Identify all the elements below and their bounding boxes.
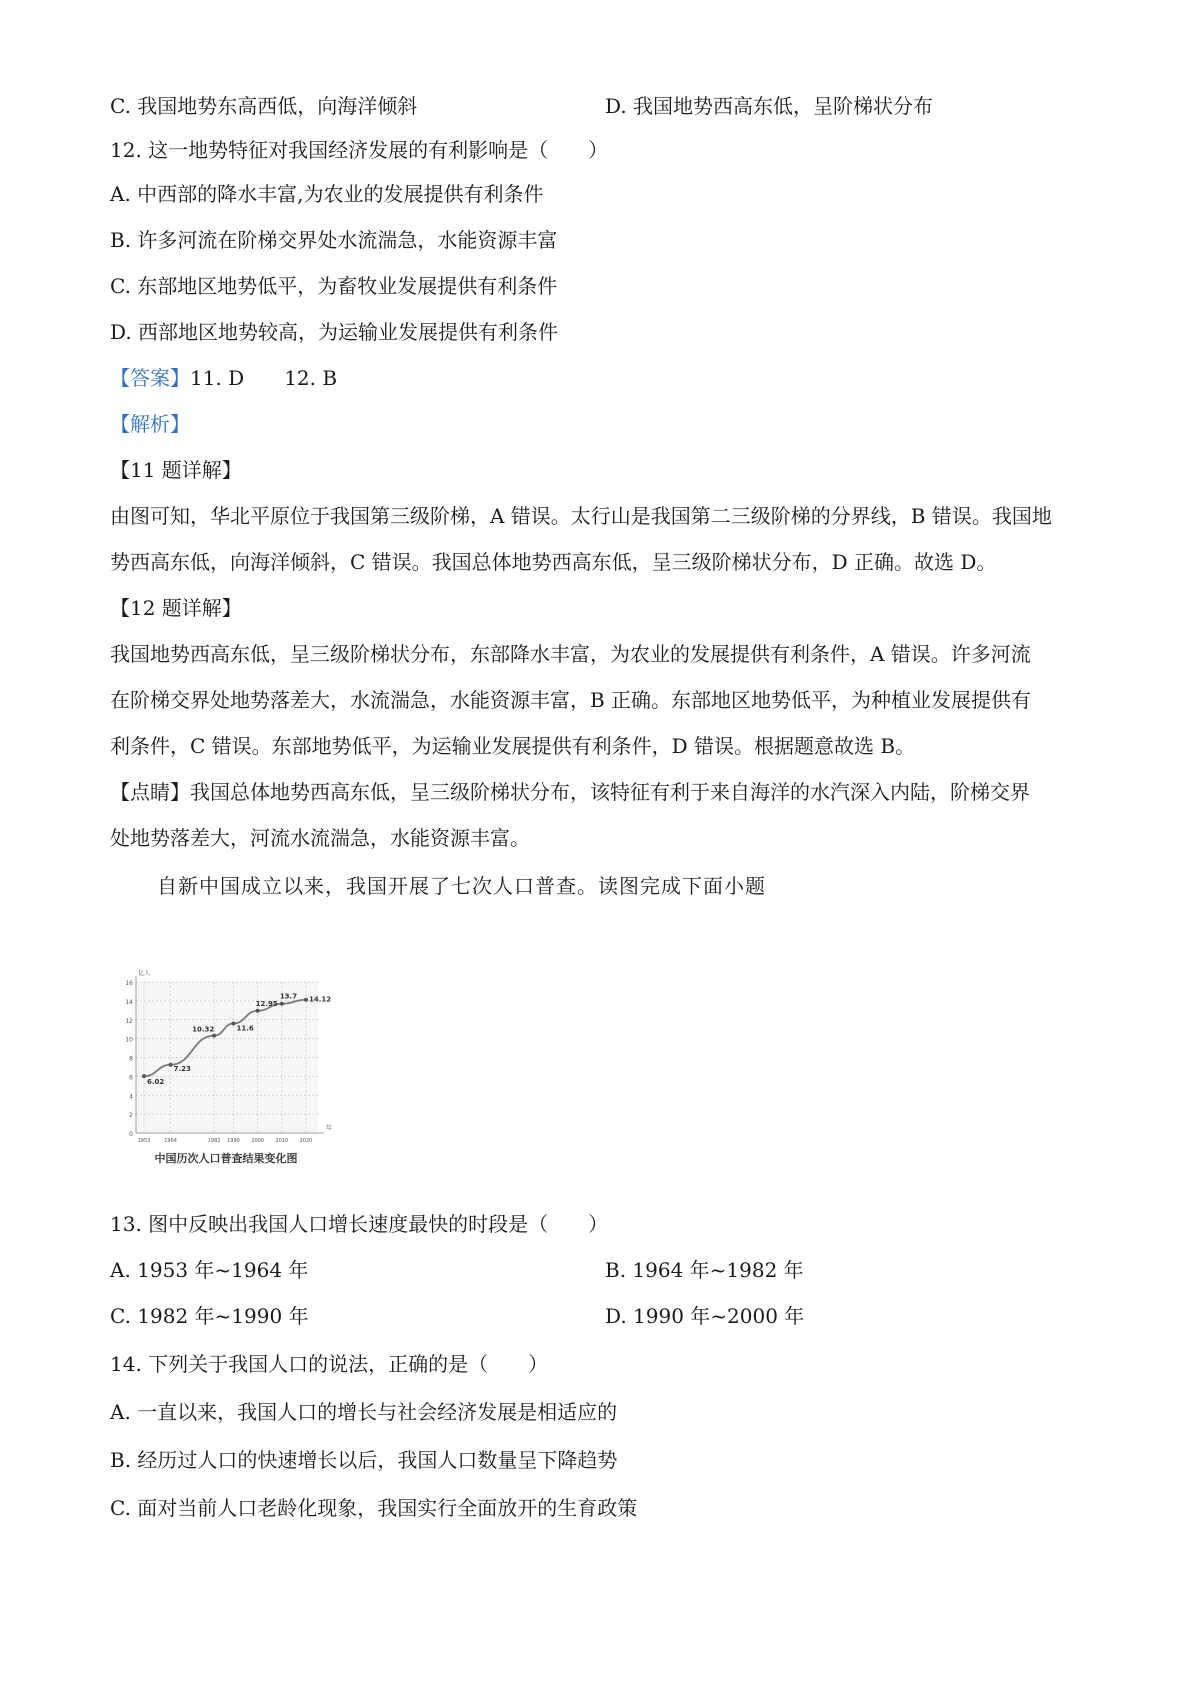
q14-stem: 14. 下列关于我国人口的说法，正确的是（ ） (110, 1352, 549, 1376)
tip-label: 【点睛】 (110, 780, 190, 804)
data-label: 13.7 (279, 992, 298, 1001)
q12-detail-line-3: 利条件，C 错误。东部地势低平，为运输业发展提供有利条件，D 错误。根据题意故选 B。 (110, 734, 916, 758)
chart-title: 中国历次人口普查结果变化图 (154, 1152, 298, 1165)
answer-text: 11. D 12. B (190, 366, 338, 390)
population-chart-svg (118, 968, 338, 1168)
data-label: 6.02 (147, 1078, 165, 1087)
population-chart (118, 968, 338, 1168)
q11-detail-title: 【11 题详解】 (110, 458, 242, 482)
data-point (169, 1063, 173, 1067)
data-label: 14.12 (309, 995, 332, 1004)
tip-line-2: 处地势落差大，河流水流湍急，水能资源丰富。 (110, 826, 530, 850)
data-point (231, 1022, 235, 1026)
data-point (142, 1074, 146, 1078)
tip-text-1: 我国总体地势西高东低，呈三级阶梯状分布，该特征有利于来自海洋的水汽深入内陆，阶梯交界 (190, 780, 1030, 804)
q13-stem: 13. 图中反映出我国人口增长速度最快的时段是（ ） (110, 1212, 609, 1236)
q11-detail-line-2: 势西高东低，向海洋倾斜，C 错误。我国总体地势西高东低，呈三级阶梯状分布，D 正确。故选 D。 (110, 550, 997, 574)
y-tick-label: 0 (129, 1131, 133, 1138)
data-label: 11.6 (236, 1024, 254, 1033)
q14-option-c: C. 面对当前人口老龄化现象，我国实行全面放开的生育政策 (110, 1496, 638, 1520)
y-axis-label: 亿人 (138, 970, 151, 977)
data-label: 10.32 (192, 1025, 215, 1034)
data-label: 7.23 (173, 1064, 191, 1073)
q14-option-b: B. 经历过人口的快速增长以后，我国人口数量呈下降趋势 (110, 1448, 618, 1472)
tip-line-1 (110, 778, 1030, 806)
q13-option-c: C. 1982 年~1990 年 (110, 1304, 309, 1328)
data-point (280, 1002, 284, 1006)
y-tick-label: 10 (125, 1036, 133, 1044)
x-axis-label: 年 (326, 1125, 333, 1132)
answer-line (110, 364, 337, 392)
data-label: 12.95 (255, 999, 278, 1008)
q12-detail-line-1: 我国地势西高东低，呈三级阶梯状分布，东部降水丰富，为农业的发展提供有利条件，A 错误。许多河流 (110, 642, 1031, 666)
q12-option-a: A. 中西部的降水丰富,为农业的发展提供有利条件 (110, 182, 544, 206)
y-tick-label: 2 (129, 1112, 133, 1120)
x-tick-label: 1953 (137, 1138, 151, 1144)
data-point (256, 1009, 260, 1013)
x-tick-label: 1982 (207, 1138, 221, 1144)
q12-option-b: B. 许多河流在阶梯交界处水流湍急，水能资源丰富 (110, 228, 558, 252)
answer-label: 【答案】 (110, 366, 190, 390)
data-point (212, 1034, 216, 1038)
q11-detail-line-1: 由图可知，华北平原位于我国第三级阶梯，A 错误。太行山是我国第二三级阶梯的分界线，B 错误。我国地 (110, 504, 1052, 528)
q11-option-d: D. 我国地势西高东低，呈阶梯状分布 (605, 94, 934, 118)
q13-option-d: D. 1990 年~2000 年 (605, 1304, 805, 1328)
y-tick-label: 6 (129, 1074, 133, 1082)
analysis-label: 【解析】 (110, 412, 190, 436)
y-tick-label: 12 (125, 1017, 133, 1025)
x-tick-label: 1964 (164, 1138, 177, 1144)
q14-option-a: A. 一直以来，我国人口的增长与社会经济发展是相适应的 (110, 1400, 618, 1424)
q11-option-c: C. 我国地势东高西低，向海洋倾斜 (110, 94, 418, 118)
y-tick-label: 4 (129, 1093, 133, 1101)
q12-option-c: C. 东部地区地势低平，为畜牧业发展提供有利条件 (110, 274, 558, 298)
q13-option-a: A. 1953 年~1964 年 (110, 1258, 309, 1282)
q12-detail-title: 【12 题详解】 (110, 596, 242, 620)
y-tick-label: 14 (125, 998, 133, 1006)
x-tick-label: 1990 (227, 1138, 240, 1144)
q12-stem: 12. 这一地势特征对我国经济发展的有利影响是（ ） (110, 138, 609, 162)
data-point (304, 998, 308, 1002)
x-tick-label: 2020 (299, 1138, 313, 1144)
q13-option-b: B. 1964 年~1982 年 (605, 1258, 804, 1282)
x-tick-label: 2000 (251, 1138, 265, 1144)
x-tick-label: 2010 (275, 1138, 289, 1144)
y-tick-label: 16 (125, 980, 133, 987)
q12-detail-line-2: 在阶梯交界处地势落差大，水流湍急，水能资源丰富，B 正确。东部地区地势低平，为种植业发展提供有 (110, 688, 1032, 712)
q12-option-d: D. 西部地区地势较高，为运输业发展提供有利条件 (110, 320, 559, 344)
y-tick-label: 8 (129, 1055, 133, 1063)
plot-background (136, 982, 318, 1133)
intro-text: 自新中国成立以来，我国开展了七次人口普查。读图完成下面小题 (157, 874, 766, 898)
